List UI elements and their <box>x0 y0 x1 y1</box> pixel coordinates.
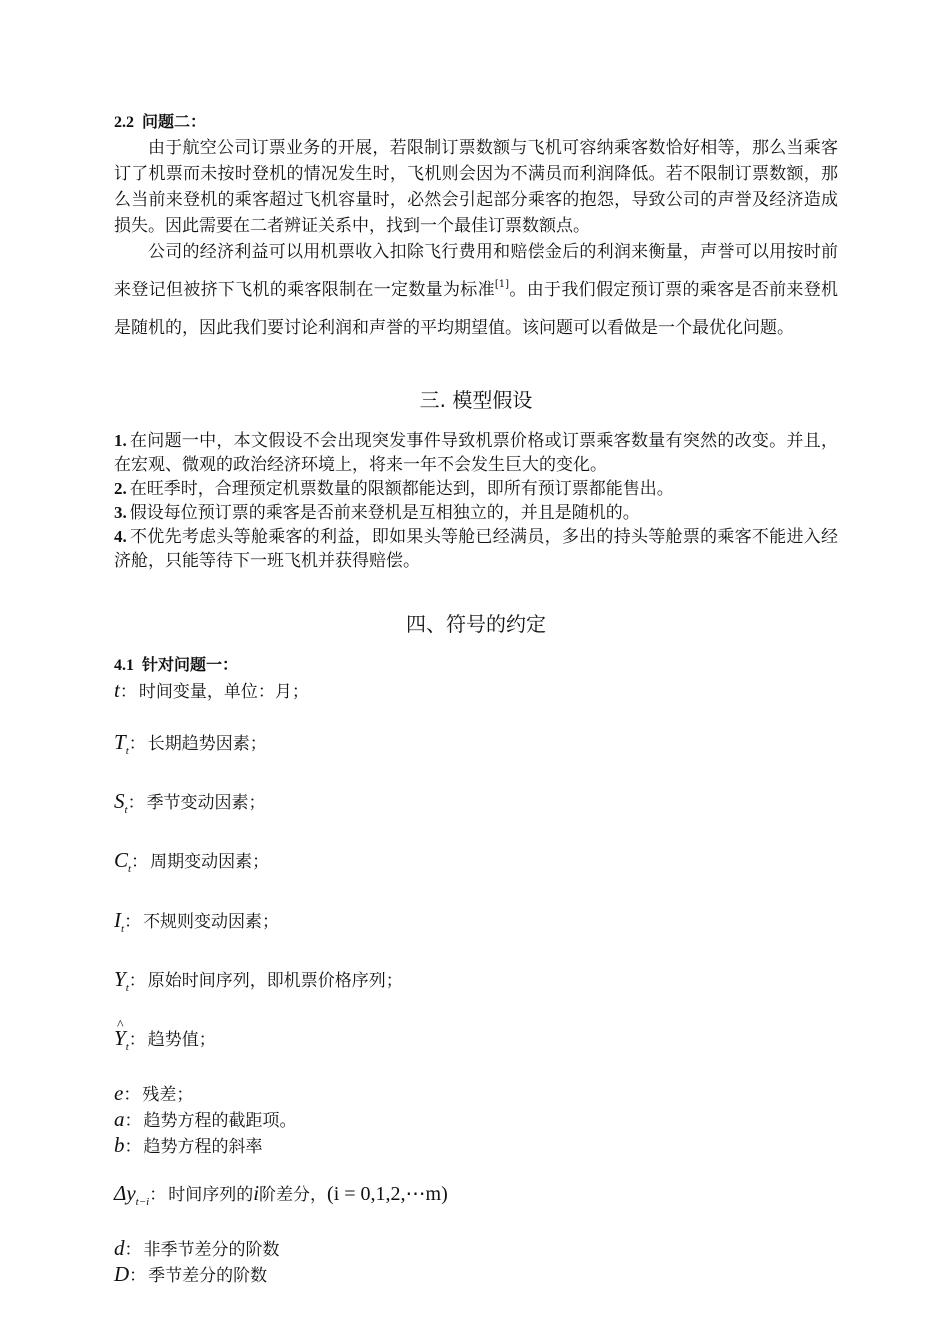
citation-ref: [1] <box>494 279 510 290</box>
hat-accent: ^ Y <box>114 1026 126 1050</box>
symbol-desc: 季节差分的阶数 <box>148 1266 268 1287</box>
symbol-row <box>114 789 838 822</box>
symbol-row <box>114 1133 838 1159</box>
paragraph-2-part-b: 。由于我们假定预订票的乘客是否前来登机是随机的，因此我们要讨论利润和声誉的平均期望值。该问题可以看做是一个最优化问题。 <box>114 280 839 338</box>
colon: ： <box>128 734 146 754</box>
colon: ： <box>128 1029 146 1050</box>
item-number: 3. <box>114 503 127 522</box>
colon: ： <box>124 911 142 932</box>
colon: ： <box>124 1137 142 1158</box>
math-symbol: D <box>114 1262 130 1287</box>
math-symbol: b <box>114 1133 125 1158</box>
colon: ： <box>128 970 146 991</box>
symbol-row <box>114 848 838 881</box>
item-number: 1. <box>114 431 127 450</box>
assumption-item <box>114 525 838 573</box>
symbol-row <box>114 967 838 1000</box>
math-symbol: $Y_t$ <box>114 966 129 994</box>
paragraph-2 <box>114 233 838 347</box>
item-number: 2. <box>114 479 127 498</box>
item-text: 在旺季时，合理预定机票数量的限额都能达到，即所有预订票都能售出。 <box>129 479 674 499</box>
symbol-desc: 不规则变动因素； <box>143 911 280 932</box>
symbol-desc: 时间序列的 <box>168 1185 254 1206</box>
symbol-desc: 周期变动因素； <box>150 852 270 873</box>
symbol-desc: 非季节差分的阶数 <box>143 1240 280 1261</box>
math-symbol: $S_t$ <box>114 789 128 817</box>
symbol-row <box>114 730 838 763</box>
math-symbol: $C_t$ <box>114 848 132 876</box>
symbol-row <box>114 908 838 941</box>
symbol-row <box>114 1181 838 1214</box>
colon: ： <box>129 1266 147 1287</box>
symbol-desc: 趋势方程的斜率 <box>143 1137 263 1158</box>
math-symbol: ^ $Y_t$ <box>114 1026 129 1059</box>
item-text: 在问题一中，本文假设不会出现突发事件导致机票价格或订票乘客数量有突然的改变。并且，在宏观、微观的政治经济环境上，将来一年不会发生巨大的变化。 <box>114 431 838 475</box>
symbol-desc-2: 阶差分， <box>259 1185 328 1206</box>
item-number: 4. <box>114 527 127 546</box>
symbol-desc: 残差； <box>142 1085 194 1106</box>
math-symbol: $\Delta y_{t-i}$ <box>114 1181 150 1209</box>
chapter-4-title: 四、符号的约定 <box>406 612 546 636</box>
colon: ： <box>149 1185 167 1206</box>
symbol-row <box>114 1107 838 1133</box>
symbol-desc: 时间变量，单位：月； <box>138 682 309 702</box>
section-number: 2.2 <box>114 114 134 131</box>
math-symbol: a <box>114 1107 125 1132</box>
chapter-3-title: 三. 模型假设 <box>419 388 533 412</box>
section-title: 针对问题一： <box>142 655 239 674</box>
math-symbol: d <box>114 1236 125 1261</box>
item-text: 假设每位预订票的乘客是否前来登机是互相独立的，并且是随机的。 <box>129 503 640 523</box>
paragraph-2-part-a: 公司的经济利益可以用机票收入扣除飞行费用和赔偿金后的利润来衡量，声誉可以用按时前来登记但被挤下飞机的乘客限制在一定数量为标准 <box>114 242 838 300</box>
math-symbol: $T_t$ <box>114 730 129 758</box>
section-number: 4.1 <box>114 657 134 674</box>
math-var: i <box>253 1181 260 1206</box>
assumption-item <box>114 501 838 525</box>
symbol-row <box>114 678 838 704</box>
symbol-row <box>114 1262 838 1288</box>
section-4-1-heading <box>114 653 838 678</box>
colon: ： <box>123 1085 141 1106</box>
symbol-desc: 季节变动因素； <box>146 793 266 814</box>
colon: ： <box>124 1240 142 1261</box>
section-2-2-heading <box>114 110 838 135</box>
math-symbol: $I_t$ <box>114 907 125 935</box>
colon: ： <box>124 1111 142 1132</box>
symbol-list <box>114 678 838 1288</box>
paragraph-1: 由于航空公司订票业务的开展，若限制订票数额与飞机可容纳乘客数恰好相等，那么当乘客订了机票而未按时登机的情况发生时，飞机则会因为不满员而利润降低。若不限制订票数额，那么当前来登机的乘客超过飞机容量时，必然会引起部分乘客的抱怨，导致公司的声誉及经济造成损失。因此需要在二者辨证关系中，找到一个最佳订票数额点。 <box>114 138 838 236</box>
assumption-item <box>114 477 838 501</box>
symbol-row <box>114 1081 838 1107</box>
symbol-desc: 趋势方程的截距项。 <box>143 1111 297 1132</box>
symbol-desc: 趋势值； <box>147 1029 216 1050</box>
colon: ： <box>127 793 145 814</box>
colon: ： <box>119 682 137 702</box>
math-symbol: t <box>114 678 120 702</box>
section-title: 问题二： <box>142 112 207 131</box>
symbol-desc: 原始时间序列，即机票价格序列； <box>147 970 403 991</box>
symbol-row <box>114 1236 838 1262</box>
assumption-item <box>114 429 838 477</box>
symbol-row <box>114 1026 838 1059</box>
math-symbol: e <box>114 1081 124 1106</box>
colon: ： <box>131 852 149 873</box>
assumption-list <box>114 429 838 573</box>
index-range: (i = 0,1,2,⋯m) <box>327 1183 448 1206</box>
item-text: 不优先考虑头等舱乘客的利益，即如果头等舱已经满员，多出的持头等舱票的乘客不能进入经济舱，只能等待下一班飞机并获得赔偿。 <box>114 527 838 571</box>
symbol-desc: 长期趋势因素； <box>147 734 267 754</box>
